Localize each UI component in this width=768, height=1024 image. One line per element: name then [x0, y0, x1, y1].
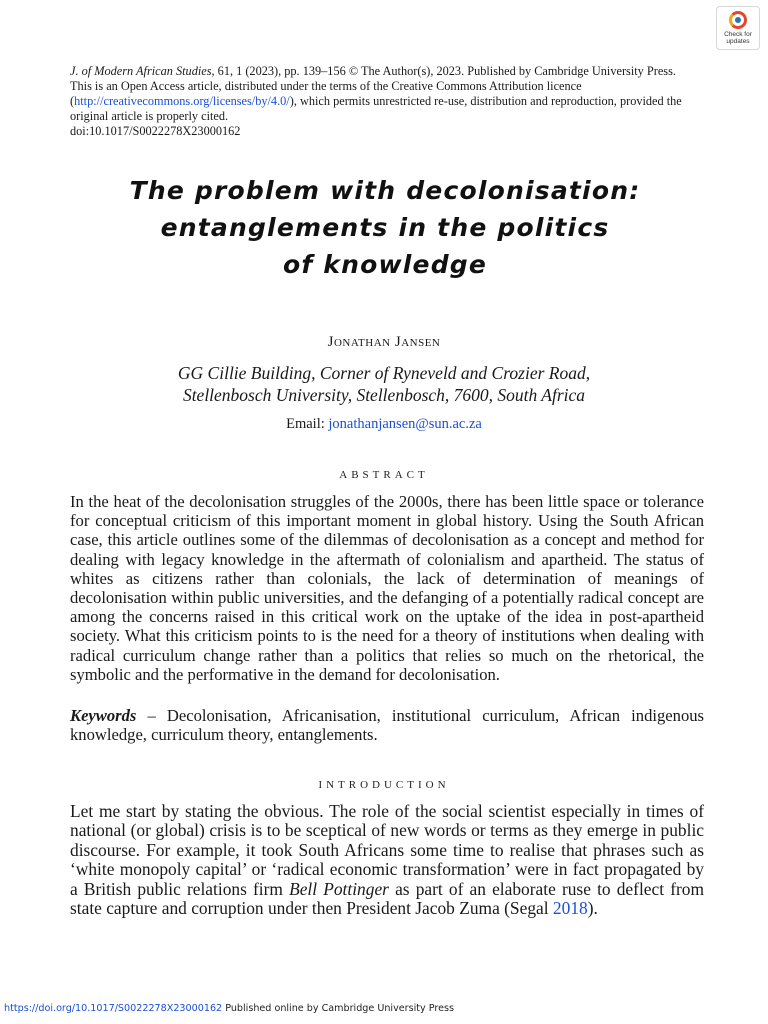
affiliation-line-2: Stellenbosch University, Stellenbosch, 7600, South Africa — [182, 385, 586, 405]
footer-text: Published online by Cambridge University Press — [222, 1003, 455, 1014]
introduction-heading: INTRODUCTION — [318, 779, 450, 791]
title-line-3: of knowledge — [282, 250, 488, 279]
citation-details: , 61, 1 (2023), pp. 139–156 © The Author(s), 2023. Published by Cambridge University Press. This is an Open Access article, distributed under the terms of the Creative Commons Attribution licence ( — [70, 64, 676, 108]
intro-closing: ). — [587, 898, 598, 919]
badge-label — [717, 31, 759, 45]
affiliation-line-1: GG Cillie Building, Corner of Ryneveld and Crozier Road, — [177, 363, 591, 383]
author-affiliation — [0, 362, 768, 406]
author-text: Jonathan Jansen — [327, 334, 441, 350]
doi: doi:10.1017/S0022278X23000162 — [70, 124, 241, 138]
email-link[interactable]: jonathanjansen@sun.ac.za — [328, 416, 482, 432]
intro-firm-name: Bell Pottinger — [289, 878, 389, 899]
badge-line1: Check for — [724, 31, 752, 38]
intro-text-before: Let me start by stating the obvious. The role of the social scientist especially in times of national (or global) crisis is to be sceptical of new words or terms as they emerge in public discourse. For example, it took South Africans some time to realise that phrases such as ‘white monopoly capital’ or ‘radical economic transformation’ were in fact propagated by a British public relations firm — [70, 801, 704, 899]
title-line-2: entanglements in the politics — [160, 213, 610, 242]
check-for-updates-badge[interactable] — [716, 6, 760, 50]
title-line-1: The problem with decolonisation: — [129, 176, 641, 205]
article-title — [40, 172, 730, 283]
abstract-heading: ABSTRACT — [339, 469, 429, 481]
keywords — [70, 706, 704, 744]
citation-block — [70, 64, 690, 139]
journal-name: J. of Modern African Studies — [70, 64, 212, 78]
introduction-text — [70, 802, 704, 918]
keywords-dash: – — [136, 706, 167, 725]
crossmark-icon — [729, 11, 747, 29]
citation-after-url: ), which permits unrestricted re-use, distribution and reproduction, provided the original article is properly cited. — [70, 94, 682, 123]
page-footer — [4, 1003, 454, 1014]
badge-line2: updates — [726, 38, 750, 45]
keywords-label: Keywords — [70, 706, 137, 725]
doi-link[interactable]: https://doi.org/10.1017/S0022278X23000162 — [4, 1003, 223, 1014]
reference-link[interactable]: 2018 — [552, 898, 588, 919]
intro-text-after: as part of an elaborate ruse to deflect from state capture and corruption under then President Jacob Zuma (Segal — [70, 878, 704, 919]
license-link[interactable]: http://creativecommons.org/licenses/by/4.0/ — [74, 94, 290, 108]
abstract-text: In the heat of the decolonisation struggles of the 2000s, there has been little space or tolerance for conceptual criticism of this important moment in global history. Using the South African case, this article outlines some of the dilemmas of decolonisation as a concept and method for dealing with legacy knowledge in the aftermath of colonialism and apartheid. The status of whites as citizens rather than colonials, the lack of determination of meanings of decolonisation within public universities, and the defanging of a potentially radical concept are among the concerns raised in this critical work on the uptake of the idea in post-apartheid society. What this criticism points to is the need for a theory of institutions when dealing with radical curriculum change rather than a politics that relies so much on the rhetorical, the symbolic and the performative in the demand for decolonisation. — [70, 492, 704, 684]
email-label: Email: — [286, 416, 325, 432]
author-name — [0, 334, 768, 351]
author-email — [0, 416, 768, 433]
keywords-text: Decolonisation, Africanisation, institutional curriculum, African indigenous knowledge, curriculum theory, entanglements. — [70, 706, 704, 745]
